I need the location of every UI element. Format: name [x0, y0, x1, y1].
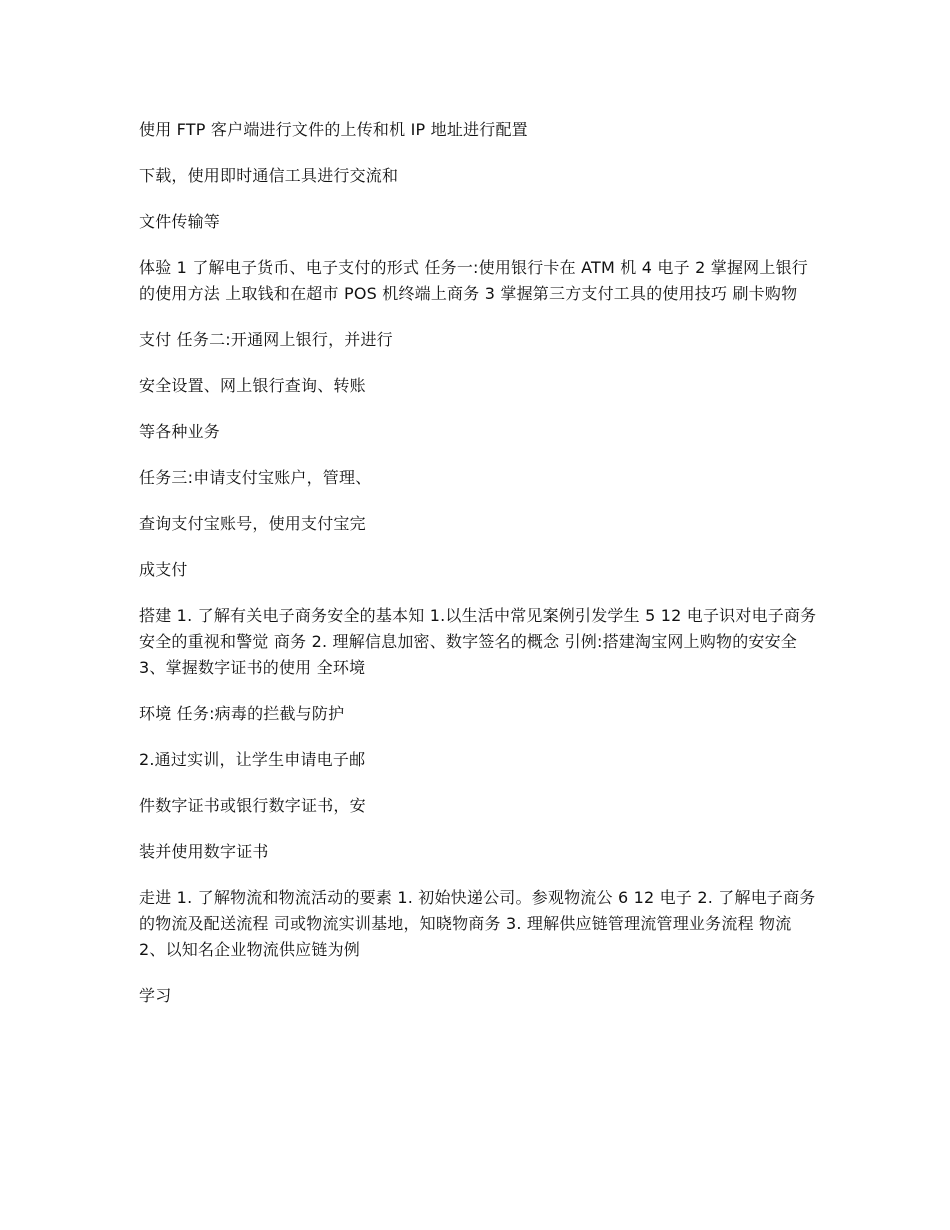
paragraph: 安全设置、网上银行查询、转账	[139, 376, 366, 395]
paragraph: 任务三:申请支付宝账户，管理、	[139, 468, 372, 487]
paragraph: 件数字证书或银行数字证书，安	[139, 796, 366, 815]
paragraph: 支付 任务二:开通网上银行，并进行	[139, 330, 393, 349]
paragraph: 文件传输等	[139, 212, 221, 231]
document-body	[139, 117, 819, 1029]
paragraph: 装并使用数字证书	[139, 842, 269, 861]
paragraph: 搭建 1. 了解有关电子商务安全的基本知 1.以生活中常见案例引发学生 5 12 电子识对电子商务安全的重视和警觉 商务 2. 理解信息加密、数字签名的概念 引例:搭建淘宝网上购物的安安全 3、掌握数字证书的使用 全环境	[139, 606, 817, 677]
paragraph: 查询支付宝账号，使用支付宝完	[139, 514, 366, 533]
paragraph: 等各种业务	[139, 422, 221, 441]
paragraph: 走进 1. 了解物流和物流活动的要素 1. 初始快递公司。参观物流公 6 12 电子 2. 了解电子商务的物流及配送流程 司或物流实训基地，知晓物商务 3. 理解供应链管理流管理业务流程 物流 2、以知名企业物流供应链为例	[139, 888, 816, 959]
paragraph: 下载，使用即时通信工具进行交流和	[139, 166, 399, 185]
paragraph: 2.通过实训，让学生申请电子邮	[139, 750, 366, 769]
paragraph: 成支付	[139, 560, 188, 579]
paragraph: 环境 任务:病毒的拦截与防护	[139, 704, 345, 723]
paragraph: 使用 FTP 客户端进行文件的上传和机 IP 地址进行配置	[139, 120, 528, 139]
paragraph: 学习	[139, 986, 172, 1005]
paragraph: 体验 1 了解电子货币、电子支付的形式 任务一:使用银行卡在 ATM 机 4 电子 2 掌握网上银行的使用方法 上取钱和在超市 POS 机终端上商务 3 掌握第三方支付工具的使用技巧 刷卡购物	[139, 258, 808, 303]
